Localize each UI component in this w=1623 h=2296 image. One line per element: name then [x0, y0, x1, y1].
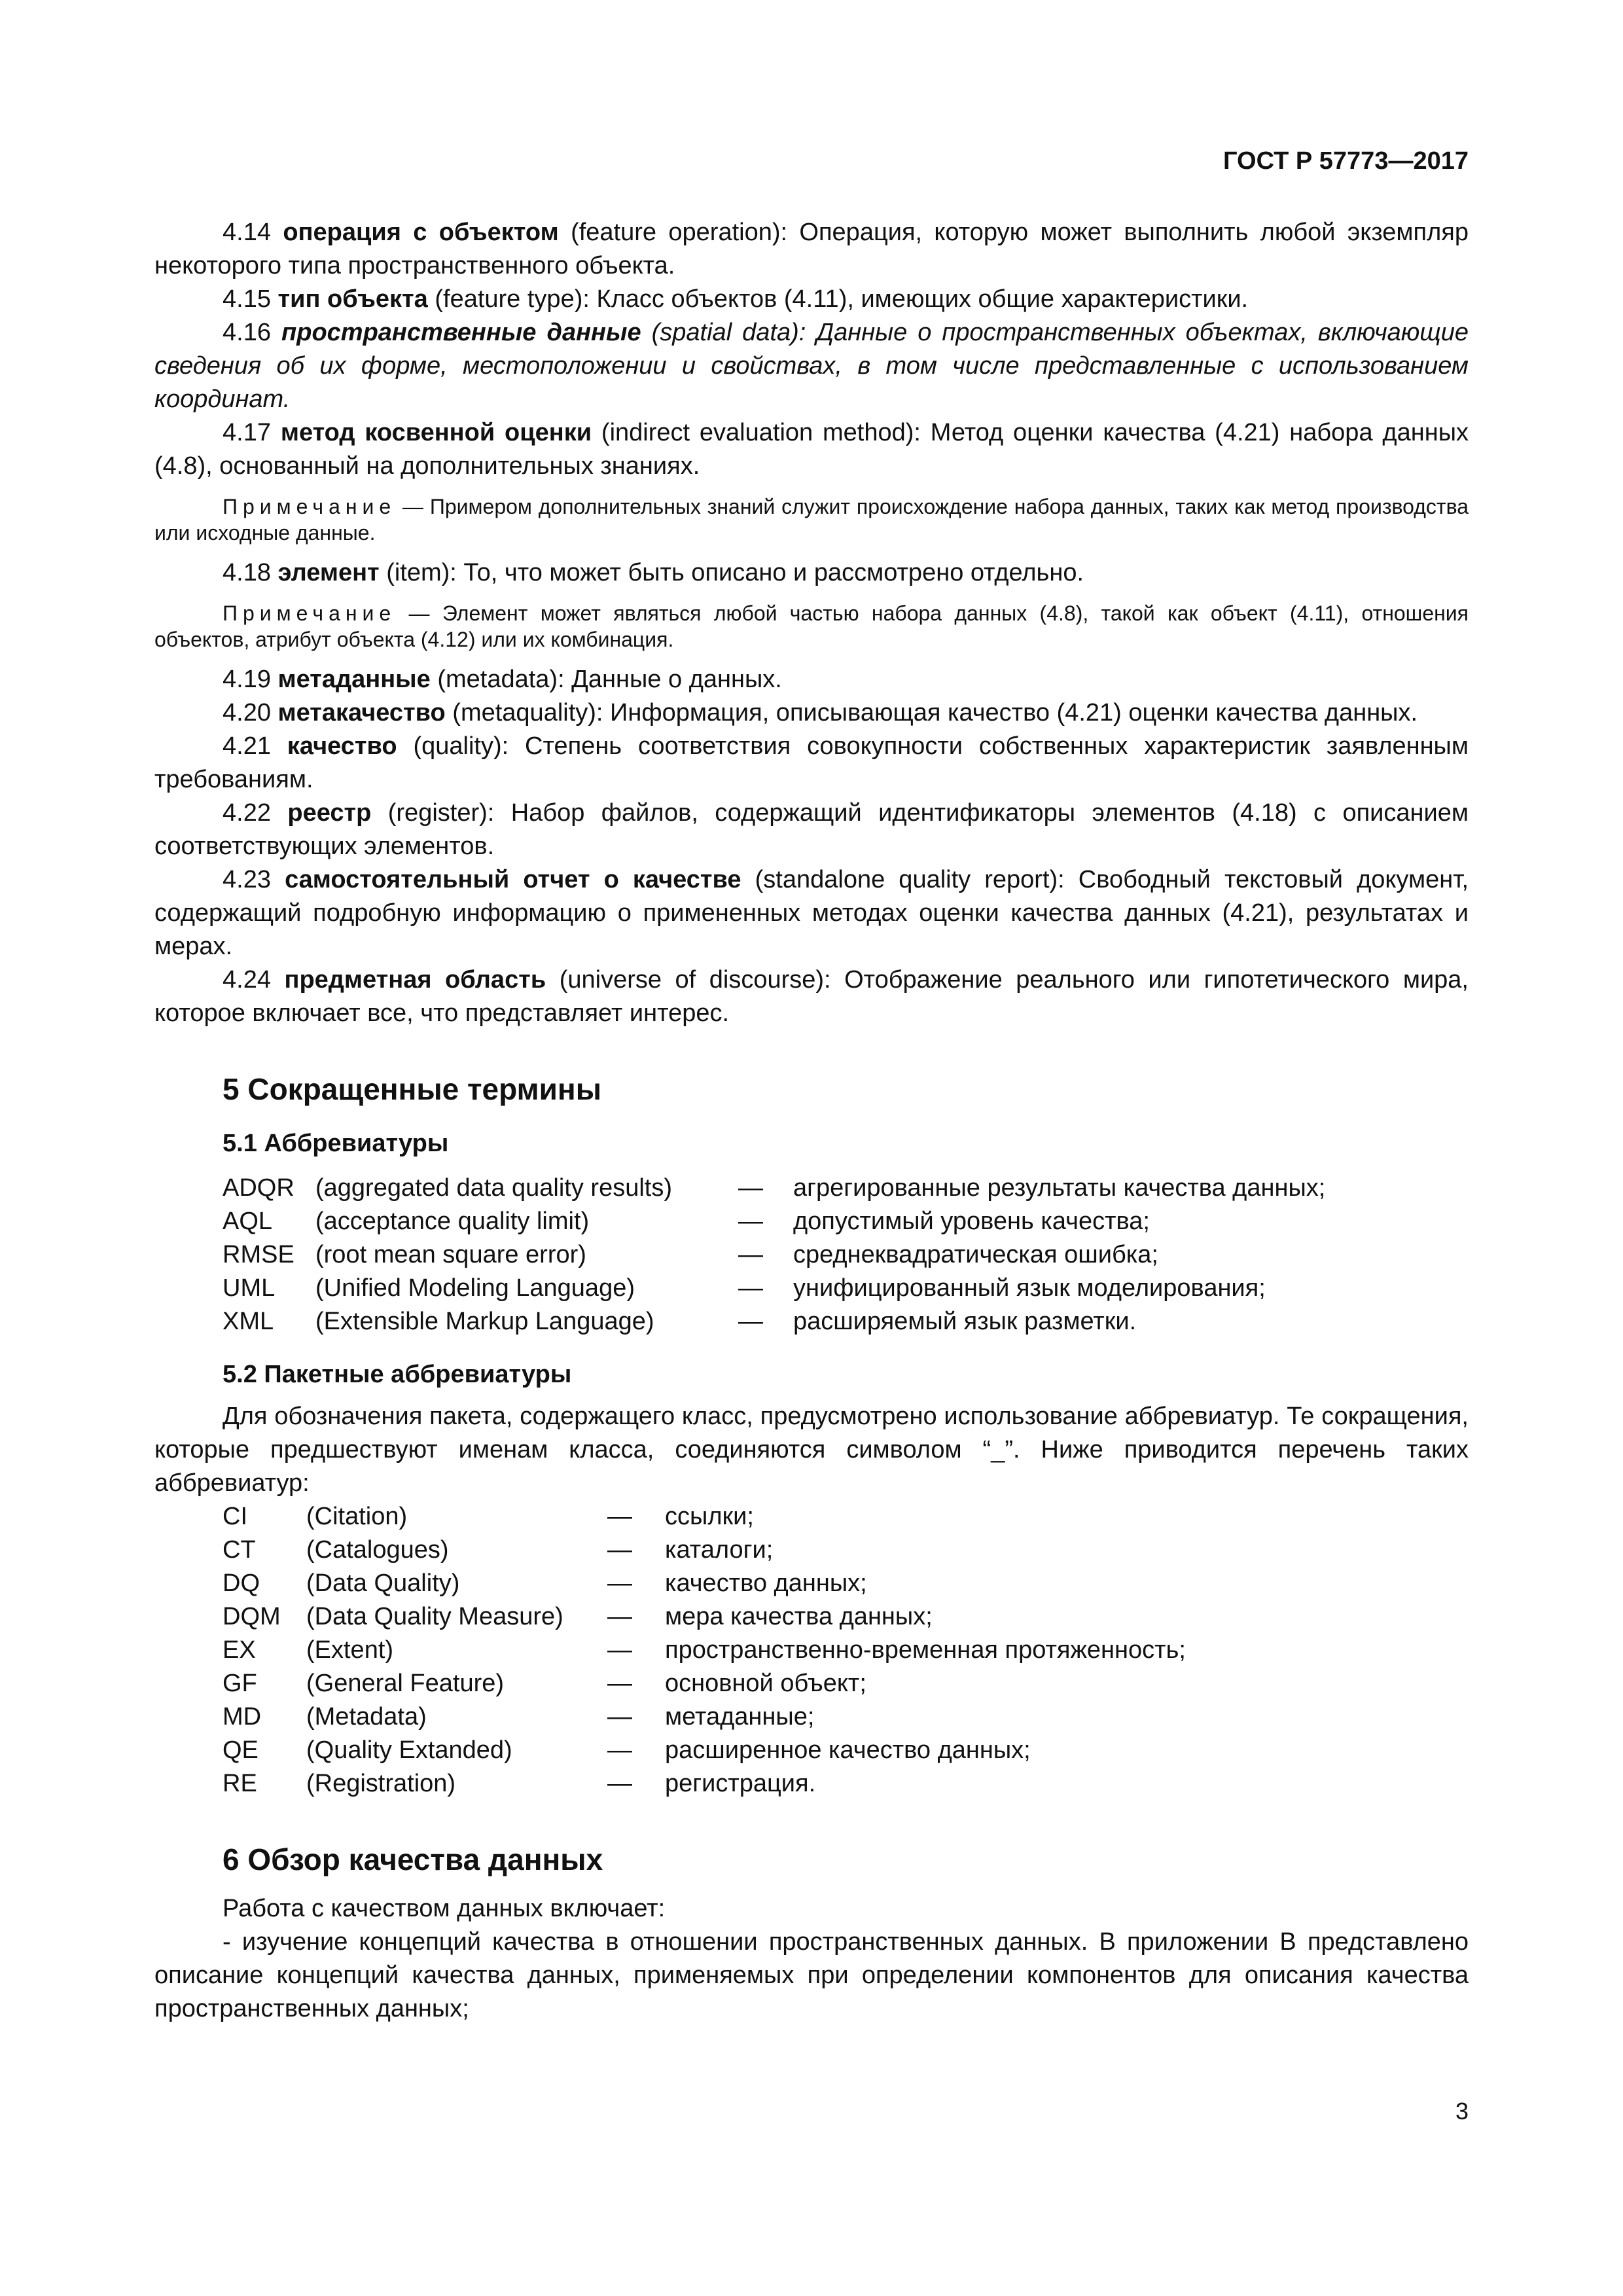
- package-row: DQ (Data Quality) — качество данных;: [223, 1570, 867, 1597]
- package-row: MD (Metadata) — метаданные;: [223, 1703, 815, 1731]
- abbreviation-row: ADQR (aggregated data quality results) — агрегированные результаты качества данных;: [223, 1174, 1326, 1202]
- definition-4-19: 4.19 метаданные (metadata): Данные о данных.: [223, 666, 782, 693]
- abbreviation-row: XML (Extensible Markup Language) — расширяемый язык разметки.: [223, 1308, 1137, 1335]
- note-4-17: Примечание — Примером дополнительных знаний служит происхождение набора данных, таких как метод производства или исходные данные.: [154, 495, 1469, 545]
- abbreviation-row: RMSE (root mean square error) — среднеквадратическая ошибка;: [223, 1241, 1158, 1268]
- page-number: 3: [1455, 2098, 1469, 2125]
- package-abbreviation-intro: Для обозначения пакета, содержащего класс, предусмотрено использование аббревиатур. Те сокращения, которые предшествуют именам класса, соединяются символом “_”. Ниже приводится перечень таких аббревиатур:: [154, 1403, 1469, 1497]
- definition-4-21: 4.21 качество (quality): Степень соответствия совокупности собственных характеристик заявленным требованиям.: [154, 732, 1469, 793]
- package-row: RE (Registration) — регистрация.: [223, 1770, 816, 1797]
- subsection-5-1-heading: 5.1 Аббревиатуры: [223, 1130, 449, 1157]
- section-5-heading: 5 Сокращенные термины: [223, 1072, 601, 1106]
- definition-4-14: 4.14 операция с объектом (feature operation): Операция, которую может выполнить любой экземпляр некоторого типа пространственного объекта.: [154, 219, 1469, 279]
- definition-4-22: 4.22 реестр (register): Набор файлов, содержащий идентификаторы элементов (4.18) с описанием соответствующих элементов.: [154, 799, 1469, 860]
- abbreviation-row: AQL (acceptance quality limit) — допустимый уровень качества;: [223, 1208, 1150, 1235]
- note-4-18: Примечание — Элемент может являться любой частью набора данных (4.8), такой как объект (4.11), отношения объектов, атрибут объекта (4.12) или их комбинация.: [154, 601, 1469, 651]
- package-row: EX (Extent) — пространственно-временная протяженность;: [223, 1636, 1186, 1664]
- abbreviation-row: UML (Unified Modeling Language) — унифицированный язык моделирования;: [223, 1274, 1266, 1302]
- package-row: CT (Catalogues) — каталоги;: [223, 1536, 774, 1564]
- section-6-heading: 6 Обзор качества данных: [223, 1842, 603, 1876]
- definition-4-17: 4.17 метод косвенной оценки (indirect evaluation method): Метод оценки качества (4.21) набора данных (4.8), основанный на дополнительных знаниях.: [154, 419, 1469, 480]
- package-abbreviation-list: [154, 1500, 1469, 1801]
- definition-4-16: 4.16 пространственные данные (spatial data): Данные о пространственных объектах, включающие сведения об их форме, местоположении и свойствах, в том числе представленные с использованием координат.: [154, 319, 1469, 413]
- package-row: DQM (Data Quality Measure) — мера качества данных;: [223, 1603, 933, 1630]
- page-content: [154, 216, 1469, 2026]
- definition-4-20: 4.20 метакачество (metaquality): Информация, описывающая качество (4.21) оценки качества данных.: [223, 699, 1418, 726]
- package-row: QE (Quality Extanded) — расширенное качество данных;: [223, 1736, 1031, 1764]
- document-code: ГОСТ Р 57773—2017: [1223, 147, 1469, 175]
- package-row: GF (General Feature) — основной объект;: [223, 1670, 866, 1697]
- section-6-item-1: - изучение концепций качества в отношении пространственных данных. В приложении В представлено описание концепций качества данных, применяемых при определении компонентов для описания качества пространственных данных;: [154, 1928, 1469, 2022]
- section-6-intro: Работа с качеством данных включает:: [223, 1895, 666, 1922]
- subsection-5-2-heading: 5.2 Пакетные аббревиатуры: [223, 1361, 572, 1388]
- definition-4-15: 4.15 тип объекта (feature type): Класс объектов (4.11), имеющих общие характеристики.: [223, 285, 1249, 313]
- definition-4-23: 4.23 самостоятельный отчет о качестве (standalone quality report): Свободный текстовый документ, содержащий подробную информацию о примененных методах оценки качества данных (4.21), результатах и мерах.: [154, 866, 1469, 960]
- package-row: CI (Citation) — ссылки;: [223, 1503, 754, 1530]
- definition-4-24: 4.24 предметная область (universe of discourse): Отображение реального или гипотетического мира, которое включает все, что представляет интерес.: [154, 966, 1469, 1027]
- abbreviation-list: [154, 1172, 1469, 1338]
- definition-4-18: 4.18 элемент (item): То, что может быть описано и рассмотрено отдельно.: [223, 559, 1084, 586]
